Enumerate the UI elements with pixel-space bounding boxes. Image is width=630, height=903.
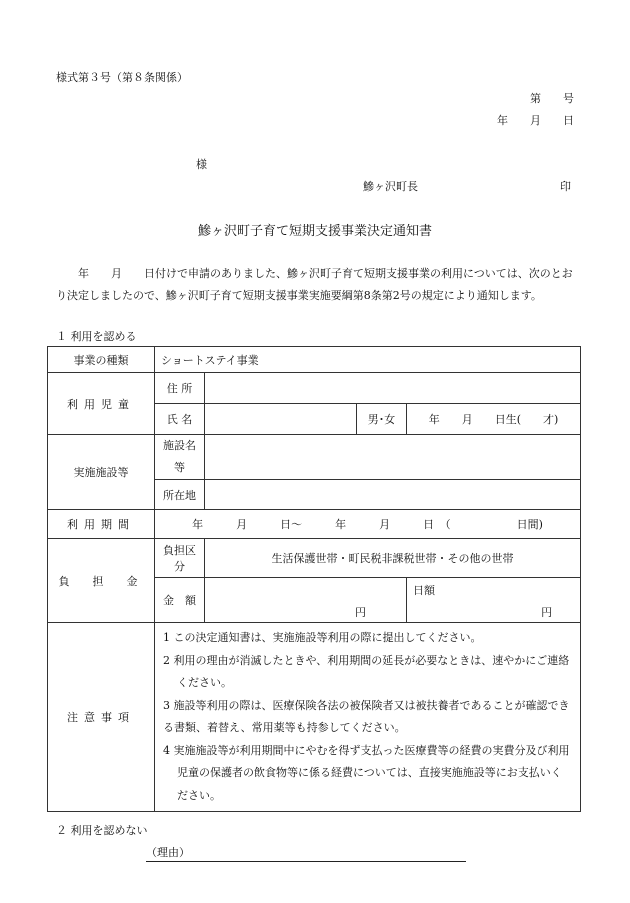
notes-list	[155, 623, 581, 812]
addressee: 様	[196, 158, 207, 171]
burden-class-value[interactable]: 生活保護世帯・町民税非課税世帯・その他の世帯	[205, 539, 581, 578]
form-number: 様式第３号（第８条関係）	[56, 71, 188, 84]
issuer: 鰺ヶ沢町長	[363, 180, 418, 193]
name-label: 氏 名	[155, 404, 205, 435]
note-item: 3 施設等利用の際は、医療保険各法の被保険者又は被扶養者であることが確認できる書類、着替え、常用薬等も持参してください。	[163, 698, 570, 734]
service-type-label: 事業の種類	[48, 347, 155, 373]
document-number: 第 号	[530, 92, 574, 105]
facility-name-field[interactable]	[205, 435, 581, 480]
document-date: 年 月 日	[497, 114, 574, 127]
daily-label: 日額	[413, 584, 435, 597]
section-approved-heading: １ 利用を認める	[56, 330, 137, 343]
facility-label: 実施施設等	[48, 435, 155, 510]
amount-field[interactable]	[205, 578, 407, 623]
location-field[interactable]	[205, 480, 581, 510]
amount-label: 金 額	[155, 578, 205, 623]
daily-unit: 円	[541, 606, 553, 619]
decision-table	[47, 346, 581, 812]
period-label: 利用期間	[48, 510, 155, 539]
burden-label: 負 担 金	[48, 539, 155, 623]
note-item: 4 実施施設等が利用期間中にやむを得ず支払った医療費等の経費の実費分及び利用児童の保護者の飲食物等に係る経費については、直接実施施設等にお支払いください。	[163, 743, 570, 802]
notice-body: 年 月 日付けで申請のありました、鰺ヶ沢町子育て短期支援事業の利用については、次のとおり決定しましたので、鰺ヶ沢町子育て短期支援事業実施要綱第8条第2号の規定により通知します。	[56, 267, 573, 302]
notes-label: 注意事項	[48, 623, 155, 812]
child-label: 利用児童	[48, 373, 155, 435]
note-item: 2 利用の理由が消滅したときや、利用期間の延長が必要なときは、速やかにご連絡ください。	[163, 653, 570, 689]
facility-name-label: 施設名等	[155, 435, 205, 480]
service-type-value: ショートステイ事業	[155, 347, 581, 373]
document-title: 鰺ヶ沢町子育て短期支援事業決定通知書	[197, 224, 432, 239]
daily-amount-field[interactable]	[407, 578, 581, 623]
note-item: 1 この決定通知書は、実施施設等利用の際に提出してください。	[163, 631, 482, 644]
birth-date-field[interactable]: 年 月 日生( 才)	[407, 404, 581, 435]
period-field[interactable]: 年 月 日～ 年 月 日 （ 日間)	[155, 510, 581, 539]
section-rejected-heading: ２ 利用を認めない	[56, 824, 148, 837]
address-field[interactable]	[205, 373, 581, 404]
reason-field[interactable]: （理由）	[146, 844, 466, 862]
address-label: 住 所	[155, 373, 205, 404]
burden-class-label: 負担区分	[155, 539, 205, 578]
amount-unit: 円	[355, 606, 366, 619]
gender-field[interactable]: 男･女	[357, 404, 407, 435]
location-label: 所在地	[155, 480, 205, 510]
name-field[interactable]	[205, 404, 357, 435]
seal-mark: 印	[560, 180, 571, 193]
